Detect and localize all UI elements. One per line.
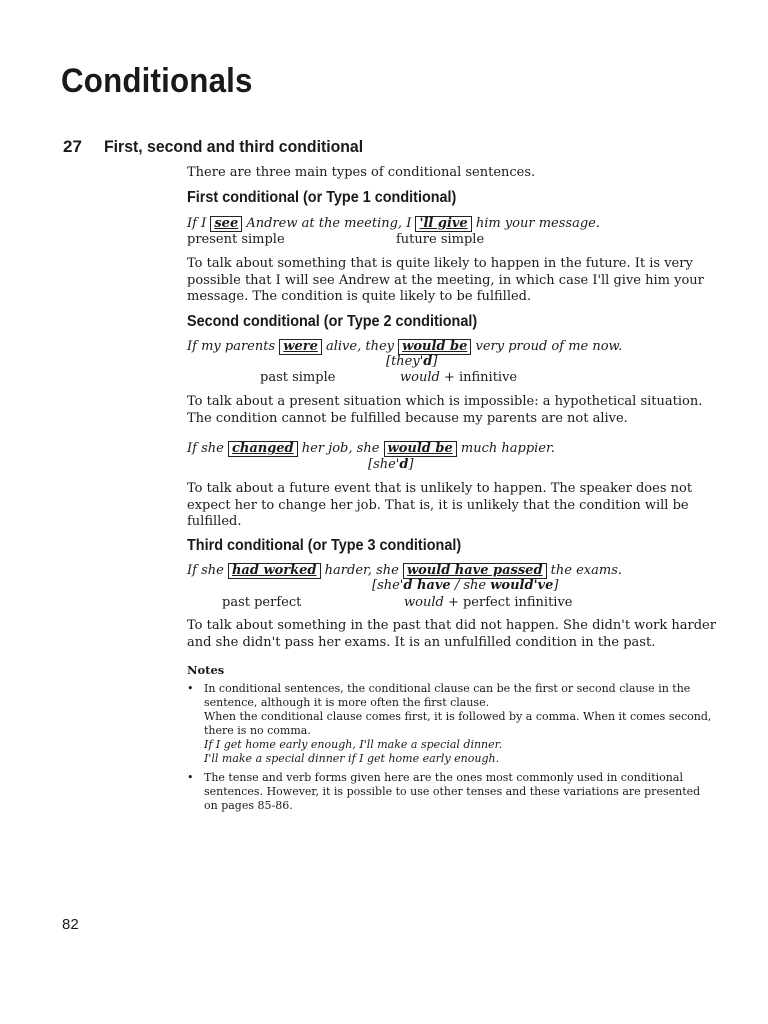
second-conditional-heading: Second conditional (or Type 2 conditional) [187,313,478,330]
contraction-note: [she'd] [368,457,414,472]
verb-box: 'll give [415,216,471,232]
intro-text: There are three main types of conditional sentences. [187,165,536,180]
section-title: First, second and third conditional [104,137,364,156]
page-number: 82 [62,916,79,933]
bullet-icon: • [187,771,194,784]
third-conditional-example: If she had worked harder, she would have passed the exams. [187,563,623,578]
third-conditional-explanation: To talk about something in the past that did not happen. She didn't work harder and she didn't pass her exams. It is an unfulfilled condition in the past. [187,618,716,650]
verb-box: would be [384,441,457,457]
bullet-icon: • [187,682,194,695]
verb-box: would be [398,339,471,355]
third-conditional-heading: Third conditional (or Type 3 conditional) [187,537,462,554]
verb-box: see [210,216,242,232]
tense-label: past perfect [222,595,302,610]
contraction-note: [they'd] [386,354,438,369]
contraction-note: [she'd have / she would've] [372,578,559,593]
verb-box: were [279,339,322,355]
second-conditional-explanation: To talk about a present situation which is impossible: a hypothetical situation. The condition cannot be fulfilled because my parents are not alive. [187,394,703,426]
tense-label: would + perfect infinitive [404,595,573,610]
second-conditional-explanation-2: To talk about a future event that is unlikely to happen. The speaker does not expect her to change her job. That is, it is unlikely that the condition will be fulfilled. [187,481,693,529]
first-conditional-example: If I see Andrew at the meeting, I 'll give him your message. [187,216,600,231]
page-title: Conditionals [61,62,253,100]
first-conditional-explanation: To talk about something that is quite likely to happen in the future. It is very possible that I will see Andrew at the meeting, in which case I'll give him your message. The condition is quite likely to be fulfilled. [187,256,704,304]
verb-box: had worked [228,563,321,579]
notes-heading: Notes [187,663,225,677]
second-conditional-example: If my parents were alive, they would be very proud of me now. [187,339,623,354]
tense-label: would + infinitive [400,370,518,385]
verb-box: would have passed [403,563,547,579]
second-conditional-example-2: If she changed her job, she would be much happier. [187,441,555,456]
note-item: • The tense and verb forms given here are the ones most commonly used in conditional sentences. However, it is possible to use other tenses and these variations are presented on pages 85-86. [187,771,701,812]
tense-label: present simple [187,232,285,247]
verb-box: changed [228,441,298,457]
first-conditional-heading: First conditional (or Type 1 conditional) [187,189,457,206]
tense-label: future simple [396,232,485,247]
note-item: • In conditional sentences, the conditional clause can be the first or second clause in the sentence, although it is more often the first clause. When the conditional clause comes first, it is followed by a comma. When it comes second, there is no comma. If I get home early enough, I'll make a special dinner. I'll make a special dinner if I get home early enough. [187,682,712,765]
section-number: 27 [63,137,82,156]
tense-label: past simple [260,370,336,385]
